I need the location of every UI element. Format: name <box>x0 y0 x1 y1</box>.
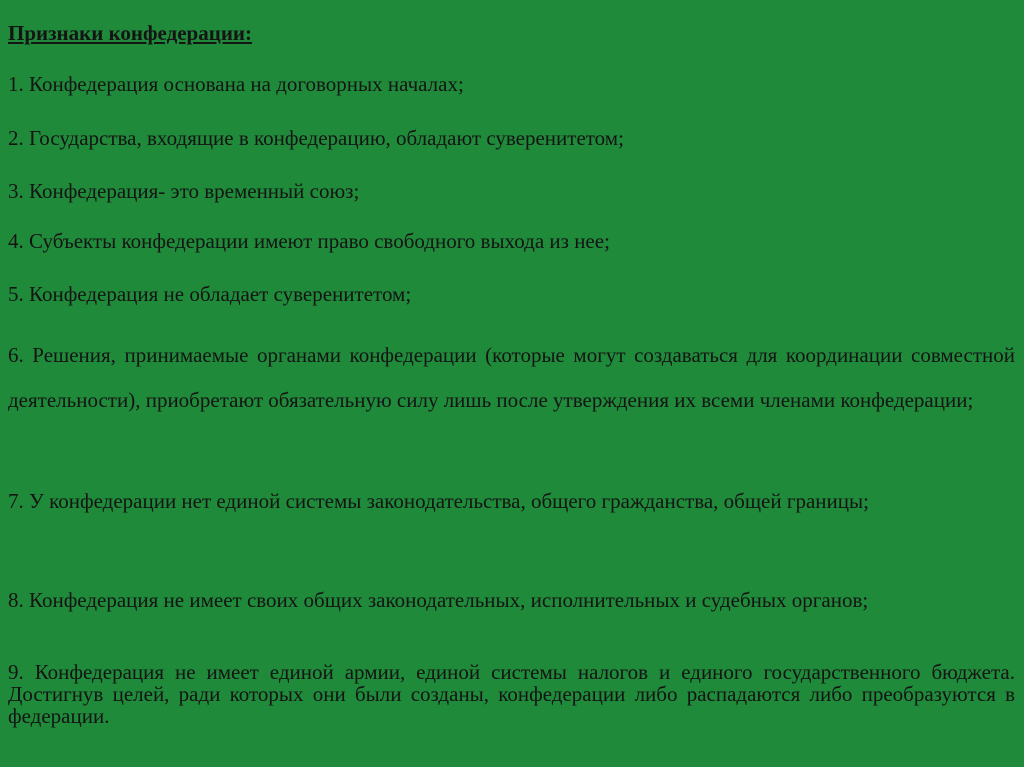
list-item: 8. Конфедерация не имеет своих общих законодательных, исполнительных и судебных органов; <box>8 588 869 612</box>
list-item: 4. Субъекты конфедерации имеют право свободного выхода из нее; <box>8 229 610 253</box>
list-item: 9. Конфедерация не имеет единой армии, единой системы налогов и единого государственного бюджета. Достигнув целей, ради которых они были созданы, конфедерации либо распадаются либо преобразуются в федерации. <box>8 660 1015 728</box>
list-item: 2. Государства, входящие в конфедерацию, обладают суверенитетом; <box>8 126 624 150</box>
list-item: 5. Конфедерация не обладает суверенитетом; <box>8 282 412 306</box>
list-item: 6. Решения, принимаемые органами конфедерации (которые могут создаваться для координации совместной деятельности), приобретают обязательную силу лишь после утверждения их всеми членами конфедерации; <box>8 343 1015 412</box>
list-item: 7. У конфедерации нет единой системы законодательства, общего гражданства, общей границы; <box>8 489 869 513</box>
list-item: 3. Конфедерация- это временный союз; <box>8 179 360 203</box>
slide-title: Признаки конфедерации: <box>8 21 253 45</box>
list-item: 1. Конфедерация основана на договорных началах; <box>8 72 464 96</box>
